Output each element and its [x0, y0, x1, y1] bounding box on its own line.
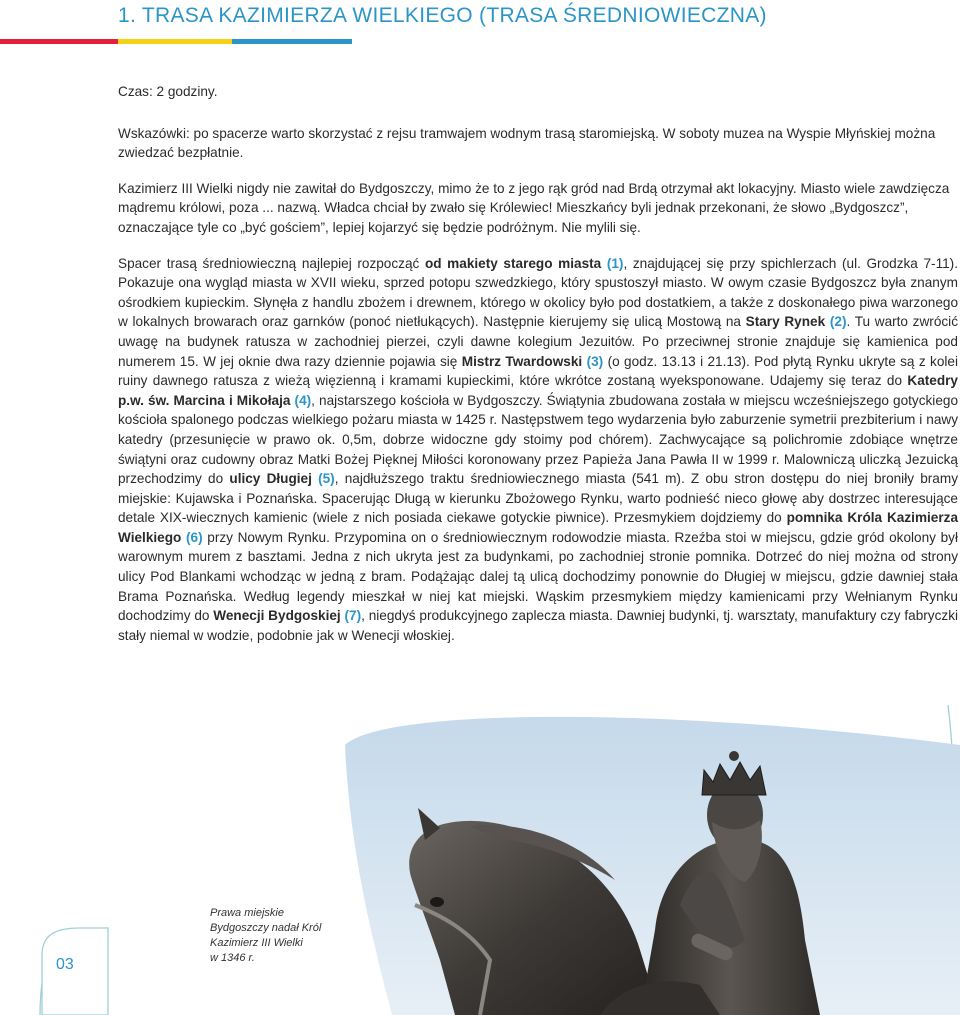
hints-paragraph: Wskazówki: po spacerze warto skorzystać z rejsu tramwajem wodnym trasą staromiejską. W soboty muzea na Wyspie Młyńskiej można zwiedzać bezpłatnie. [118, 125, 936, 161]
page-number: 03 [56, 956, 74, 973]
poi-number-4: (4) [294, 392, 312, 408]
intro-paragraph: Kazimierz III Wielki nigdy nie zawitał do Bydgoszczy, mimo że to z jego rąk gród nad Brdą otrzymał akt lokacyjny. Miasto wiele zawdzięcza mądremu królowi, poza ... nazwą. Władca chciał by zwało się Królewiec! Mieszkańcy byli jednak przekonani, że słowo „Bydgoszcz”, oznaczające tyle co „być gościem”, lepiej kojarzyć się będzie podróżnym. Nie mylili się. [118, 180, 950, 235]
poi-number-7: (7) [344, 608, 362, 624]
crown-orb [729, 751, 739, 761]
poi-old-market: Stary Rynek [745, 314, 826, 330]
poi-city-model: od makiety starego miasta [424, 255, 602, 271]
poi-number-5: (5) [318, 471, 335, 487]
stripe-yellow [118, 39, 232, 44]
route-text: . Tu warto zwrócić uwagę na budynek ratusza w zachodniej pierzei, czyli dawne kolegium Jezuitów. Po przeciwnej stronie znajduje się kamienica pod numerem 15. W jej oknie dwa razy dziennie pojawia się [118, 314, 959, 369]
caption-line: Bydgoszczy nadał Król [210, 922, 322, 934]
photo-caption [210, 906, 340, 966]
statue-photo [340, 700, 960, 1015]
route-text: przy Nowym Rynku. Przypomina on o średniowiecznym rodowodzie miasta. Rzeźba stoi w miejscu, gdzie gród okolony był warownym murem z basztami. Jedna z nich ukryta jest za budynkami, po zachodniej stronie pomnika. Dotrzeć do niej można od strony ulicy Pod Blankami wchodząc w jedną z bram. Podążając dalej tą ulicą dochodzimy ponownie do Długiej w miejscu, gdzie dawniej stała Brama Poznańska. Według legendy mieszkał w niej kat miejski. Wąskim przesmykiem między kamienicami przy Wełnianym Rynku dochodzimy do [118, 529, 958, 624]
caption-line: w 1346 r. [210, 952, 255, 964]
poi-cathedral: Katedry p.w. św. Marcina i Mikołaja [118, 373, 958, 408]
route-text: , najstarszego kościoła w Bydgoszczy. Świątynia zbudowana została w miejscu wcześniejszego gotyckiego kościoła spalonego podczas wielkiego pożaru miasta w 1425 r. Następstwem tego wydarzenia było zaburzenie symetrii prezbiterium i nawy katedry (przesunięcie w prawo ok. 0,5m, dobrze widoczne gdy stoimy pod chórem). Zachwycające są polichromie zdobiące wnętrze świątyni oraz cudowny obraz Matki Bożej Pięknej Miłości koronowany przez Papieża Jana Pawła II w 1999 r. Malowniczą uliczką Jezuicką przechodzimy do [118, 392, 959, 487]
duration-text: Czas: 2 godziny. [118, 84, 218, 99]
caption-line: Kazimierz III Wielki [210, 937, 303, 949]
poi-number-6: (6) [186, 529, 203, 545]
article-body [118, 82, 958, 645]
stripe-blue [232, 39, 352, 44]
page-number-tab [42, 928, 108, 1015]
route-text: (o godz. 13.13 i 21.13). Pod płytą Rynku ukryte są z kolei ruiny dawnego ratusza z wieżą więzienną i kramami kupieckimi, które wkrótce zostaną wyeksponowane. Udajemy się teraz do [118, 353, 958, 389]
poi-number-2: (2) [829, 314, 847, 330]
poi-number-1: (1) [606, 255, 624, 271]
route-text: , niegdyś produkcyjnego zaplecza miasta. Dawniej budynki, tj. warsztaty, manufaktury czy fabryczki stały niemal w wodzie, podobnie jak w Wenecji włoskiej. [118, 608, 959, 643]
route-text: Spacer trasą średniowieczną najlepiej rozpocząć [118, 255, 425, 271]
stripe-red [0, 39, 118, 44]
route-text: , znajdującej się przy spichlerzach (ul. Grodzka 7-11). Pokazuje ona wygląd miasta w XVII wieku, sprzed potopu szwedzkiego, który spustoszył miasto. W owym czasie Bydgoszcz była znanym ośrodkiem kupieckim. Słynęła z handlu zbożem i drewnem, którego w okolicy było pod dostatkiem, a także z doskonałego piwa warzonego w lokalnych browarach oraz garnków (ponoć nietłukących). Następnie kierujemy się ulicą Mostową na [118, 255, 958, 330]
poi-dluga-street: ulicy Długiej [229, 471, 312, 487]
title-color-stripe [0, 39, 352, 44]
poi-master-twardowski: Mistrz Twardowski [461, 353, 583, 369]
poi-king-monument: pomnika Króla Kazimierza Wielkiego [118, 510, 959, 545]
caption-line: Prawa miejskie [210, 907, 284, 919]
poi-bydgoszcz-venice: Wenecji Bydgoskiej [213, 608, 341, 624]
horse-eye [430, 897, 444, 907]
route-description-paragraph [118, 254, 958, 646]
poi-number-3: (3) [586, 353, 604, 369]
page-title: 1. TRASA KAZIMIERZA WIELKIEGO (TRASA ŚREDNIOWIECZNA) [118, 4, 767, 27]
route-text: , najdłuższego traktu średniowiecznego miasta (541 m). Z obu stron dostępu do niej broniły bramy miejskie: Kujawska i Poznańska. Spacerując Długą w kierunku Zbożowego Rynku, warto podnieść nieco głowę aby dostrzec interesujące detale XIX-wiecznych kamienic (wiele z nich posiada ciekawe gotyckie piwnice). Przesmykiem dojdziemy do [118, 471, 958, 526]
